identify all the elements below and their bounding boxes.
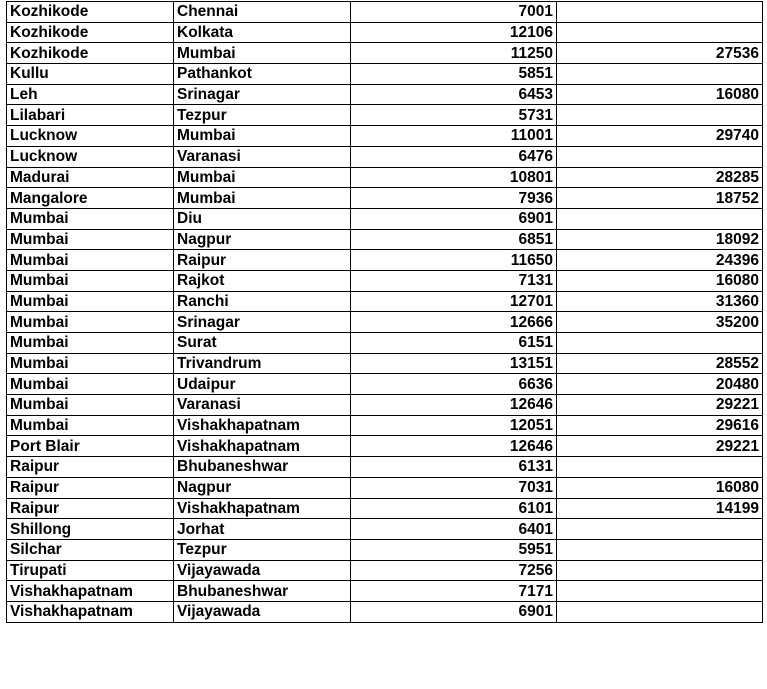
table-row <box>7 188 763 209</box>
origin-cell: Port Blair <box>7 436 174 457</box>
table-row <box>7 105 763 126</box>
destination-cell: Srinagar <box>174 84 351 105</box>
destination-cell: Jorhat <box>174 519 351 540</box>
fare-cell: 7001 <box>351 2 557 23</box>
table-row <box>7 560 763 581</box>
fare-cell: 12646 <box>351 436 557 457</box>
return-fare-cell: 28552 <box>557 353 763 374</box>
return-fare-cell <box>557 601 763 622</box>
return-fare-cell <box>557 22 763 43</box>
fare-table-body <box>7 2 763 623</box>
fare-cell: 5951 <box>351 539 557 560</box>
origin-cell: Lilabari <box>7 105 174 126</box>
fare-cell: 11650 <box>351 250 557 271</box>
return-fare-cell: 27536 <box>557 43 763 64</box>
origin-cell: Mumbai <box>7 353 174 374</box>
table-row <box>7 208 763 229</box>
table-row <box>7 2 763 23</box>
fare-cell: 6453 <box>351 84 557 105</box>
destination-cell: Pathankot <box>174 64 351 85</box>
destination-cell: Chennai <box>174 2 351 23</box>
origin-cell: Mumbai <box>7 291 174 312</box>
fare-cell: 6476 <box>351 146 557 167</box>
origin-cell: Mumbai <box>7 395 174 416</box>
fare-cell: 6901 <box>351 601 557 622</box>
destination-cell: Trivandrum <box>174 353 351 374</box>
table-row <box>7 498 763 519</box>
origin-cell: Mumbai <box>7 208 174 229</box>
fare-cell: 6851 <box>351 229 557 250</box>
return-fare-cell: 29221 <box>557 395 763 416</box>
fare-cell: 7171 <box>351 581 557 602</box>
destination-cell: Vishakhapatnam <box>174 415 351 436</box>
fare-cell: 6401 <box>351 519 557 540</box>
table-row <box>7 126 763 147</box>
fare-cell: 7936 <box>351 188 557 209</box>
destination-cell: Vijayawada <box>174 560 351 581</box>
origin-cell: Lucknow <box>7 146 174 167</box>
table-row <box>7 270 763 291</box>
return-fare-cell <box>557 333 763 354</box>
destination-cell: Nagpur <box>174 229 351 250</box>
fare-cell: 12666 <box>351 312 557 333</box>
origin-cell: Mangalore <box>7 188 174 209</box>
table-row <box>7 601 763 622</box>
table-row <box>7 539 763 560</box>
return-fare-cell <box>557 539 763 560</box>
fare-cell: 6131 <box>351 457 557 478</box>
return-fare-cell <box>557 560 763 581</box>
origin-cell: Mumbai <box>7 229 174 250</box>
origin-cell: Vishakhapatnam <box>7 581 174 602</box>
return-fare-cell: 14199 <box>557 498 763 519</box>
origin-cell: Shillong <box>7 519 174 540</box>
return-fare-cell: 29740 <box>557 126 763 147</box>
origin-cell: Mumbai <box>7 312 174 333</box>
origin-cell: Vishakhapatnam <box>7 601 174 622</box>
table-row <box>7 64 763 85</box>
destination-cell: Bhubaneshwar <box>174 457 351 478</box>
table-row <box>7 312 763 333</box>
table-row <box>7 43 763 64</box>
fare-cell: 12646 <box>351 395 557 416</box>
fare-cell: 7031 <box>351 477 557 498</box>
return-fare-cell: 18752 <box>557 188 763 209</box>
origin-cell: Raipur <box>7 457 174 478</box>
table-row <box>7 167 763 188</box>
table-row <box>7 333 763 354</box>
table-row <box>7 395 763 416</box>
origin-cell: Mumbai <box>7 250 174 271</box>
fare-cell: 6901 <box>351 208 557 229</box>
destination-cell: Tezpur <box>174 539 351 560</box>
destination-cell: Raipur <box>174 250 351 271</box>
destination-cell: Surat <box>174 333 351 354</box>
fare-cell: 12701 <box>351 291 557 312</box>
return-fare-cell: 24396 <box>557 250 763 271</box>
destination-cell: Varanasi <box>174 395 351 416</box>
return-fare-cell <box>557 2 763 23</box>
return-fare-cell: 20480 <box>557 374 763 395</box>
destination-cell: Bhubaneshwar <box>174 581 351 602</box>
table-row <box>7 581 763 602</box>
destination-cell: Nagpur <box>174 477 351 498</box>
return-fare-cell: 16080 <box>557 477 763 498</box>
destination-cell: Vishakhapatnam <box>174 498 351 519</box>
table-row <box>7 291 763 312</box>
return-fare-cell: 28285 <box>557 167 763 188</box>
table-row <box>7 146 763 167</box>
destination-cell: Rajkot <box>174 270 351 291</box>
return-fare-cell <box>557 581 763 602</box>
destination-cell: Vijayawada <box>174 601 351 622</box>
fare-cell: 6101 <box>351 498 557 519</box>
destination-cell: Udaipur <box>174 374 351 395</box>
return-fare-cell: 31360 <box>557 291 763 312</box>
destination-cell: Mumbai <box>174 126 351 147</box>
table-row <box>7 374 763 395</box>
fare-cell: 11001 <box>351 126 557 147</box>
return-fare-cell: 35200 <box>557 312 763 333</box>
origin-cell: Mumbai <box>7 415 174 436</box>
origin-cell: Raipur <box>7 498 174 519</box>
destination-cell: Mumbai <box>174 167 351 188</box>
table-row <box>7 353 763 374</box>
destination-cell: Varanasi <box>174 146 351 167</box>
return-fare-cell: 29221 <box>557 436 763 457</box>
return-fare-cell <box>557 64 763 85</box>
origin-cell: Kullu <box>7 64 174 85</box>
destination-cell: Mumbai <box>174 43 351 64</box>
origin-cell: Leh <box>7 84 174 105</box>
table-row <box>7 84 763 105</box>
destination-cell: Tezpur <box>174 105 351 126</box>
origin-cell: Lucknow <box>7 126 174 147</box>
origin-cell: Kozhikode <box>7 22 174 43</box>
origin-cell: Tirupati <box>7 560 174 581</box>
return-fare-cell <box>557 105 763 126</box>
fare-table <box>6 1 763 623</box>
destination-cell: Mumbai <box>174 188 351 209</box>
return-fare-cell <box>557 208 763 229</box>
origin-cell: Mumbai <box>7 270 174 291</box>
return-fare-cell: 16080 <box>557 270 763 291</box>
table-row <box>7 415 763 436</box>
table-row <box>7 250 763 271</box>
destination-cell: Kolkata <box>174 22 351 43</box>
table-row <box>7 229 763 250</box>
origin-cell: Mumbai <box>7 374 174 395</box>
return-fare-cell: 29616 <box>557 415 763 436</box>
origin-cell: Silchar <box>7 539 174 560</box>
table-row <box>7 436 763 457</box>
fare-cell: 12106 <box>351 22 557 43</box>
return-fare-cell <box>557 519 763 540</box>
fare-cell: 6636 <box>351 374 557 395</box>
fare-cell: 7256 <box>351 560 557 581</box>
origin-cell: Raipur <box>7 477 174 498</box>
destination-cell: Ranchi <box>174 291 351 312</box>
table-row <box>7 457 763 478</box>
destination-cell: Vishakhapatnam <box>174 436 351 457</box>
origin-cell: Mumbai <box>7 333 174 354</box>
fare-cell: 7131 <box>351 270 557 291</box>
fare-cell: 12051 <box>351 415 557 436</box>
fare-cell: 13151 <box>351 353 557 374</box>
origin-cell: Madurai <box>7 167 174 188</box>
table-row <box>7 519 763 540</box>
destination-cell: Srinagar <box>174 312 351 333</box>
fare-cell: 5731 <box>351 105 557 126</box>
origin-cell: Kozhikode <box>7 43 174 64</box>
table-row <box>7 477 763 498</box>
fare-cell: 11250 <box>351 43 557 64</box>
return-fare-cell: 18092 <box>557 229 763 250</box>
table-row <box>7 22 763 43</box>
fare-cell: 10801 <box>351 167 557 188</box>
origin-cell: Kozhikode <box>7 2 174 23</box>
destination-cell: Diu <box>174 208 351 229</box>
fare-cell: 6151 <box>351 333 557 354</box>
fare-cell: 5851 <box>351 64 557 85</box>
return-fare-cell <box>557 457 763 478</box>
return-fare-cell <box>557 146 763 167</box>
return-fare-cell: 16080 <box>557 84 763 105</box>
